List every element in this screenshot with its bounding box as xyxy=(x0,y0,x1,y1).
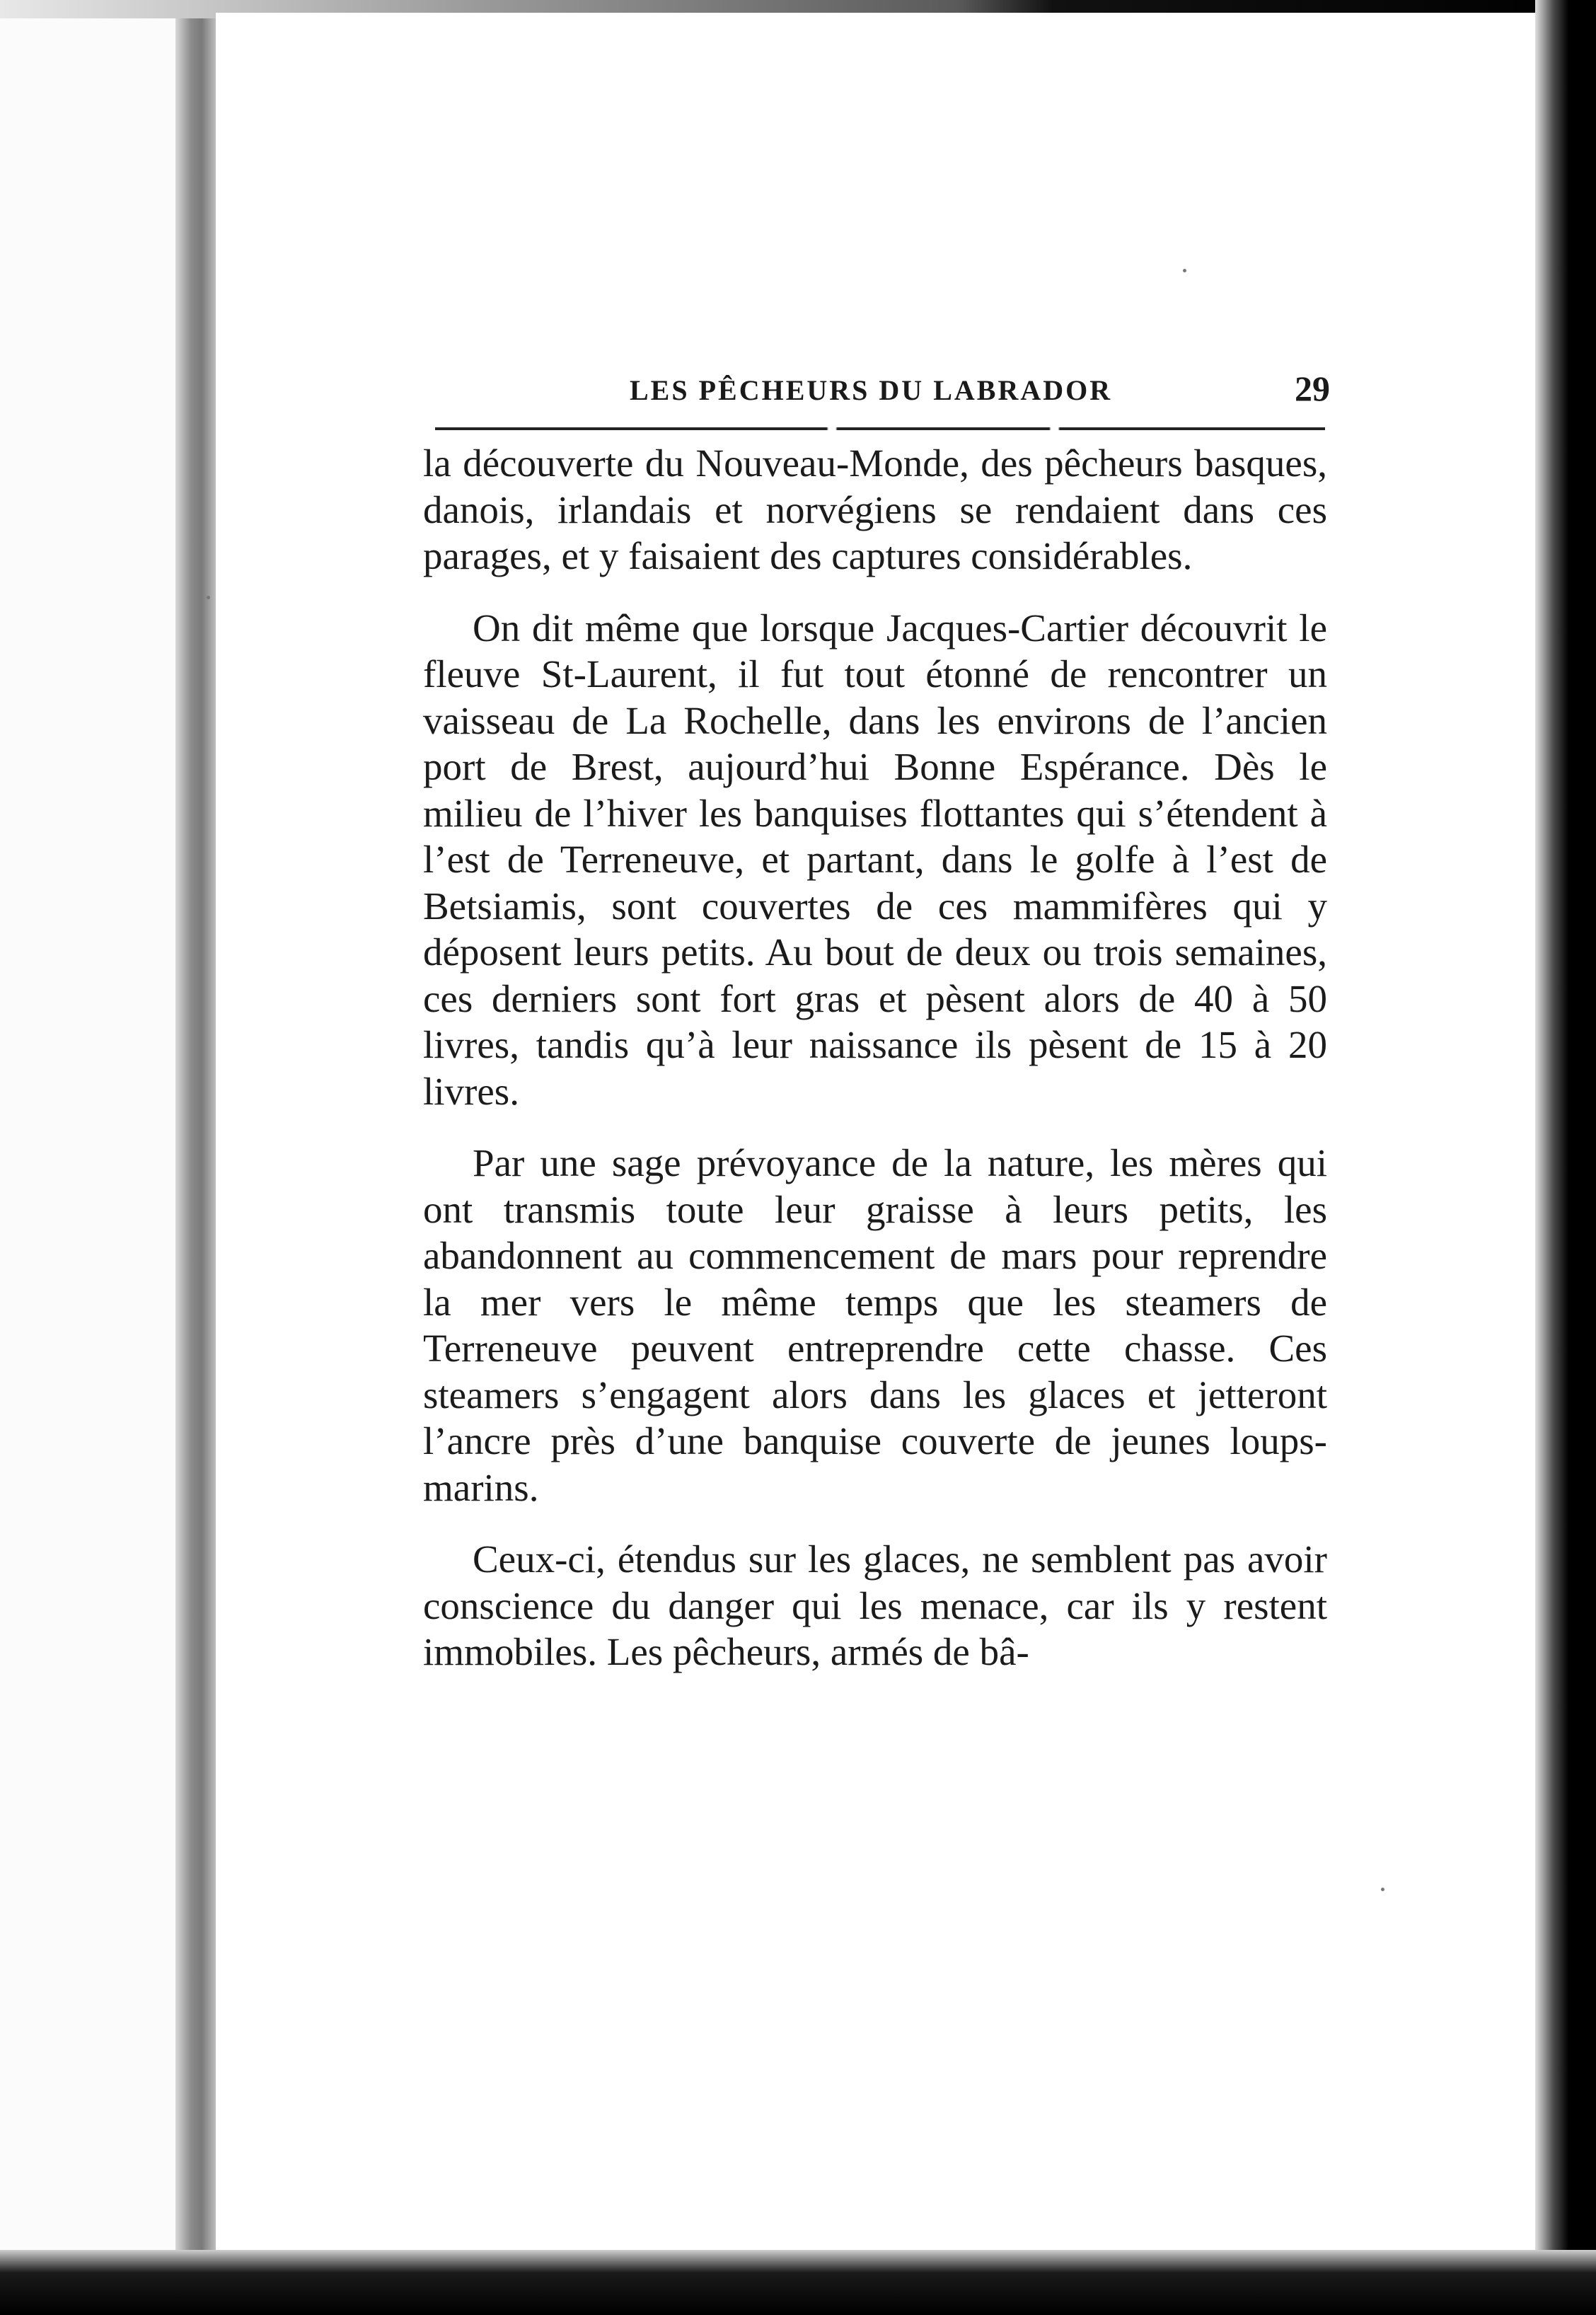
binding-shadow xyxy=(175,0,219,2315)
scan-speck xyxy=(207,596,210,599)
scan-bottom-edge xyxy=(0,2250,1596,2315)
scan-speck xyxy=(1381,1888,1384,1891)
scan-right-edge xyxy=(1535,0,1596,2315)
paragraph-1: la découverte du Nouveau-Monde, des pêcheurs basques, danois, irlandais et norvégiens se rendaient dans ces parages, et y faisaient des captures considérables. xyxy=(423,441,1327,577)
left-margin-blank xyxy=(0,0,185,2315)
header-rule xyxy=(435,427,1325,430)
running-header xyxy=(424,366,1330,416)
paragraph-3: Par une sage prévoyance de la nature, les mères qui ont transmis toute leur graisse à leurs petits, les abandonnent au commencement de mars pour reprendre la mer vers le même temps que les steamers de Terreneuve peuvent entreprendre cette chasse. Ces steamers s’engagent alors dans les glaces et jetteront l’ancre près d’une banquise couverte de jeunes loups-marins. xyxy=(423,1141,1327,1509)
paragraph-2: On dit même que lorsque Jacques-Cartier découvrit le fleuve St-Laurent, il fut tout étonné de rencontrer un vaisseau de La Rochelle, dans les environs de l’ancien port de Brest, aujourd’hui Bonne Espérance. Dès le milieu de l’hiver les banquises flottantes qui s’étendent à l’est de Terreneuve, et partant, dans le golfe à l’est de Betsiamis, sont couvertes de ces mammifères qui y déposent leurs petits. Au bout de deux ou trois semaines, ces derniers sont fort gras et pèsent alors de 40 à 50 livres, tandis qu’à leur naissance ils pèsent de 15 à 20 livres. xyxy=(423,606,1327,1113)
body-text xyxy=(423,440,1327,1701)
page-number: 29 xyxy=(1295,369,1330,408)
paragraph-4: Ceux-ci, étendus sur les glaces, ne semblent pas avoir conscience du danger qui les menace, car ils y restent immobiles. Les pêcheurs, armés de bâ- xyxy=(423,1537,1327,1673)
running-title: LES PÊCHEURS DU LABRADOR xyxy=(630,374,1113,406)
scan-speck xyxy=(1183,269,1186,272)
